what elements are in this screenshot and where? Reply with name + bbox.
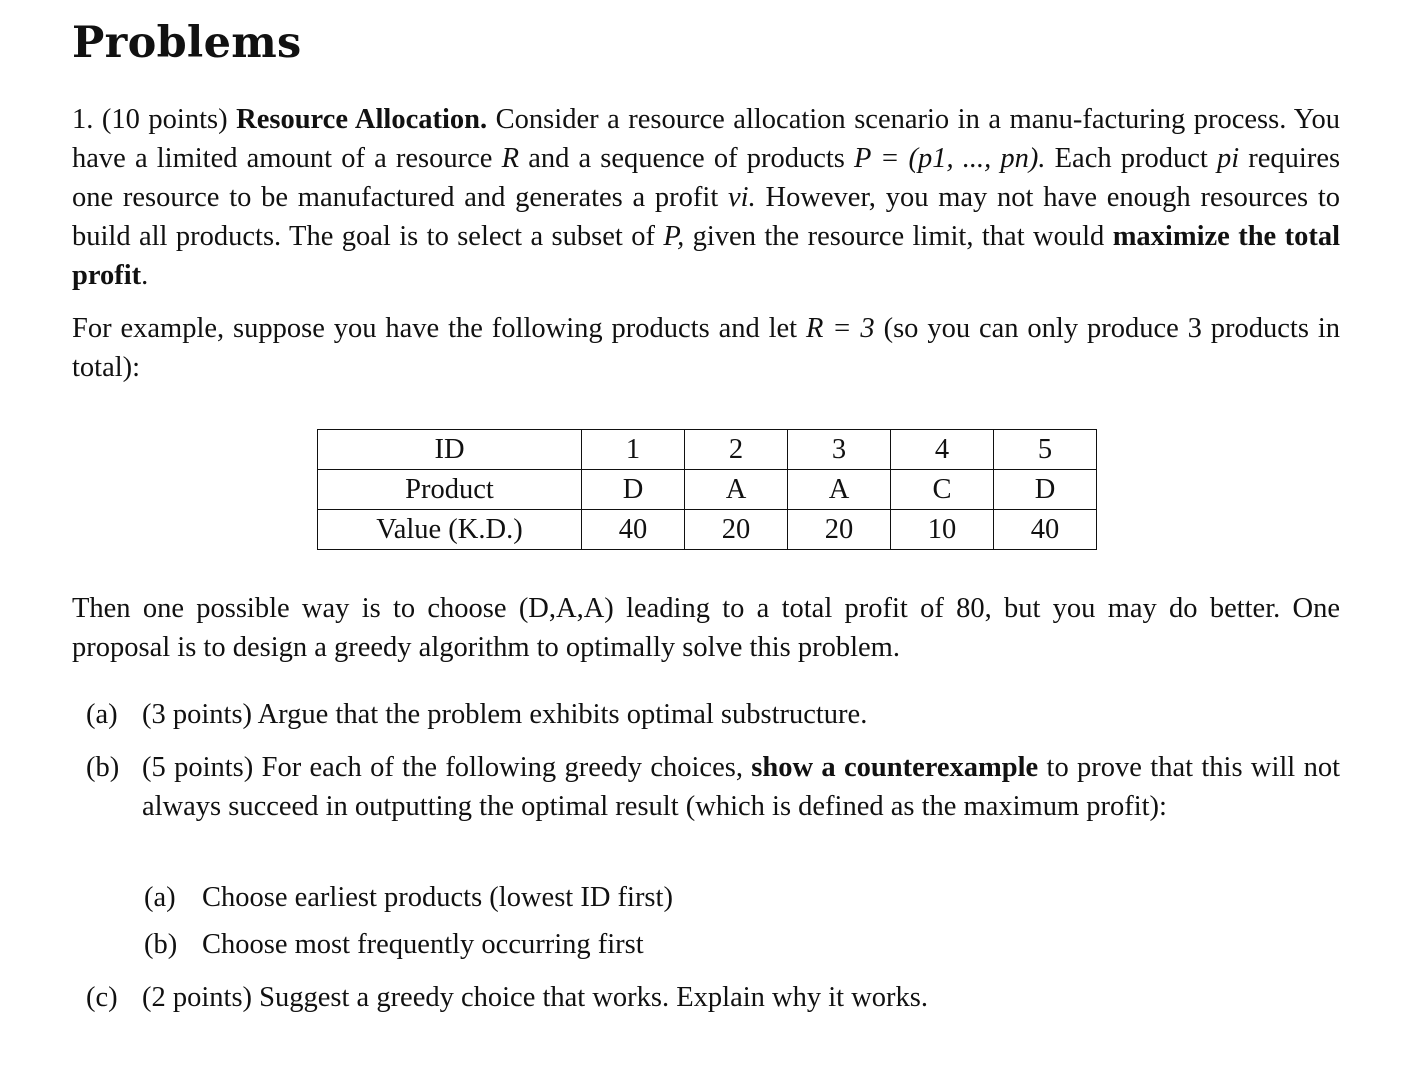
math-pi: pi [1216,143,1240,174]
problem-title: Resource Allocation. [236,104,488,135]
sub-item-text: Choose most frequently occurring first [202,929,644,960]
intro-text: Consider a resource allocation scenario in a manu-facturing process. You have a limited amount of a resource [72,104,1341,174]
table-cell: 3 [788,430,891,470]
part-b-text [142,748,1340,826]
sub-item-label: (a) [144,882,176,913]
part-a-label: (a) [86,699,118,730]
goal-bold: maximize the total profit [72,221,1341,291]
intro-text: requires one resource to be manufactured and generates a profit [72,143,1341,213]
math-P-def: P = (p1, ..., pn). [854,143,1046,174]
part-b-text-a: (5 points) For each of the following greedy choices, [142,752,743,783]
row-label: ID [318,430,582,470]
problem-intro: 1. (10 points) Resource Allocation. Consider a resource allocation scenario in a manu-facturing process. You have a limited amount of a resource R and a sequence of products P = (p1, ..., pn). Each product pi requires one resource to be manufactured and generates a profit vi. However, you may not have enough resources to build all products. The goal is to select a subset of P, given the resource limit, that would maximize the total profit. [72,104,1341,291]
math-vi: vi. [728,182,756,213]
table-cell: D [582,470,685,510]
intro-text: Each product [1054,143,1208,174]
example-text: (so you can only produce 3 products in total): [72,313,1340,383]
table-cell: 4 [891,430,994,470]
math-P: P, [663,221,685,252]
problem-points: (10 points) [101,104,228,135]
table-row [318,430,1097,470]
part-a-text: (3 points) Argue that the problem exhibits optimal substructure. [142,699,868,730]
table-cell: 10 [891,510,994,550]
example-text: For example, suppose you have the following products and let [72,313,798,344]
row-label: Value (K.D.) [318,510,582,550]
conclusion-paragraph: Then one possible way is to choose (D,A,A) leading to a total profit of 80, but you may do better. One proposal is to design a greedy algorithm to optimally solve this problem. [72,593,1340,663]
intro-text: and a sequence of products [528,143,845,174]
sub-item-text: Choose earliest products (lowest ID first) [202,882,673,913]
example-paragraph [72,309,1340,387]
table-cell: 40 [994,510,1097,550]
table-cell: C [891,470,994,510]
part-b-text-b: to prove that this will not always succeed in outputting the optimal result (which is defined as the maximum profit): [142,752,1340,822]
table-row [318,470,1097,510]
part-b-bold: show a counterexample [751,752,1039,783]
problem-number: 1. [72,104,94,135]
table-cell: D [994,470,1097,510]
math-R-eq: R = 3 [806,313,875,344]
table-cell: 1 [582,430,685,470]
math-R: R [501,143,520,174]
table-cell: 40 [582,510,685,550]
table-cell: 20 [788,510,891,550]
section-heading: Problems [72,18,302,68]
sub-item-label: (b) [144,929,178,960]
products-table [317,429,1097,550]
part-b-label: (b) [86,752,120,783]
table-cell: 5 [994,430,1097,470]
table-cell: 2 [685,430,788,470]
part-c-label: (c) [86,982,118,1013]
table-row [318,510,1097,550]
table-cell: A [788,470,891,510]
row-label: Product [318,470,582,510]
intro-text: However, you may not have enough resources to build all products. The goal is to select a subset of [72,182,1340,252]
table-cell: 20 [685,510,788,550]
part-c-text: (2 points) Suggest a greedy choice that works. Explain why it works. [142,982,928,1013]
table-cell: A [685,470,788,510]
intro-text: given the resource limit, that would [692,221,1105,252]
